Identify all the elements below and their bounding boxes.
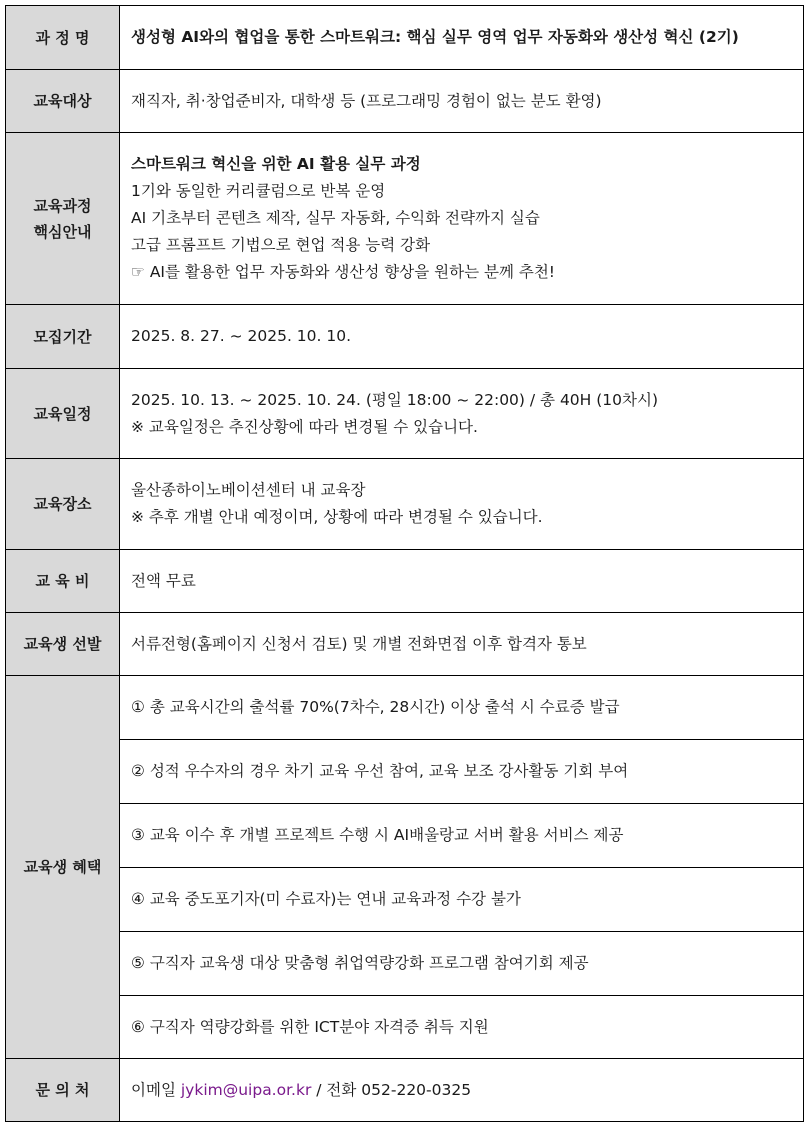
row-target	[6, 70, 804, 133]
value-fee: 전액 무료	[120, 550, 804, 613]
core-guide-line: 고급 프롬프트 기법으로 현업 적용 능력 강화	[131, 236, 431, 254]
row-benefit	[6, 804, 804, 868]
course-title: 생성형 AI와의 협업을 통한 스마트워크: 핵심 실무 영역 업무 자동화와 생산성 혁신 (2기)	[131, 28, 739, 46]
label-benefits: 교육생 혜택	[6, 676, 120, 1059]
contact-email-link[interactable]: jykim@uipa.or.kr	[180, 1080, 312, 1099]
value-venue	[120, 459, 804, 550]
contact-email-prefix: 이메일	[131, 1080, 181, 1099]
core-guide-recommendation: ☞ AI를 활용한 업무 자동화와 생산성 향상을 원하는 분께 추천!	[131, 263, 556, 281]
core-guide-heading: 스마트워크 혁신을 위한 AI 활용 실무 과정	[131, 155, 421, 173]
value-selection: 서류전형(홈페이지 신청서 검토) 및 개별 전화면접 이후 합격자 통보	[120, 613, 804, 676]
label-core-guide-line1: 교육과정	[33, 196, 92, 215]
row-benefit	[6, 676, 804, 740]
value-course-name	[120, 6, 804, 70]
label-selection: 교육생 선발	[6, 613, 120, 676]
schedule-note: ※ 교육일정은 추진상황에 따라 변경될 수 있습니다.	[131, 417, 478, 436]
row-selection	[6, 613, 804, 676]
row-benefit	[6, 740, 804, 804]
row-schedule	[6, 369, 804, 459]
row-benefit	[6, 996, 804, 1059]
contact-phone: / 전화 052-220-0325	[311, 1080, 472, 1099]
benefit-item: ④ 교육 중도포기자(미 수료자)는 연내 교육과정 수강 불가	[120, 868, 804, 932]
benefit-item: ⑥ 구직자 역량강화를 위한 ICT분야 자격증 취득 지원	[120, 996, 804, 1059]
value-schedule	[120, 369, 804, 459]
benefit-item: ③ 교육 이수 후 개별 프로젝트 수행 시 AI배울랑교 서버 활용 서비스 제공	[120, 804, 804, 868]
label-core-guide	[6, 133, 120, 305]
label-recruit-period: 모집기간	[6, 305, 120, 369]
label-target: 교육대상	[6, 70, 120, 133]
venue-name: 울산종하이노베이션센터 내 교육장	[131, 481, 366, 499]
row-recruit-period	[6, 305, 804, 369]
value-contact	[120, 1059, 804, 1122]
venue-note: ※ 추후 개별 안내 예정이며, 상황에 따라 변경될 수 있습니다.	[131, 508, 543, 526]
course-info-table	[5, 5, 804, 1122]
row-benefit	[6, 932, 804, 996]
label-venue: 교육장소	[6, 459, 120, 550]
label-fee: 교 육 비	[6, 550, 120, 613]
label-core-guide-line2: 핵심안내	[33, 222, 92, 241]
schedule-dates: 2025. 10. 13. ~ 2025. 10. 24. (평일 18:00 ~ 22:00) / 총 40H (10차시)	[131, 390, 659, 409]
value-target: 재직자, 취·창업준비자, 대학생 등 (프로그래밍 경험이 없는 분도 환영)	[120, 70, 804, 133]
label-contact: 문 의 처	[6, 1059, 120, 1122]
core-guide-line: 1기와 동일한 커리큘럼으로 반복 운영	[131, 182, 386, 200]
row-core-guide	[6, 133, 804, 305]
row-venue	[6, 459, 804, 550]
row-benefit	[6, 868, 804, 932]
label-schedule: 교육일정	[6, 369, 120, 459]
row-fee	[6, 550, 804, 613]
core-guide-line: AI 기초부터 콘텐츠 제작, 실무 자동화, 수익화 전략까지 실습	[131, 209, 540, 227]
row-contact	[6, 1059, 804, 1122]
benefit-item: ② 성적 우수자의 경우 차기 교육 우선 참여, 교육 보조 강사활동 기회 부여	[120, 740, 804, 804]
benefit-item: ① 총 교육시간의 출석률 70%(7차수, 28시간) 이상 출석 시 수료증 발급	[120, 676, 804, 740]
row-course-name	[6, 6, 804, 70]
value-recruit-period: 2025. 8. 27. ~ 2025. 10. 10.	[120, 305, 804, 369]
value-core-guide	[120, 133, 804, 305]
benefit-item: ⑤ 구직자 교육생 대상 맞춤형 취업역량강화 프로그램 참여기회 제공	[120, 932, 804, 996]
label-course-name: 과 정 명	[6, 6, 120, 70]
